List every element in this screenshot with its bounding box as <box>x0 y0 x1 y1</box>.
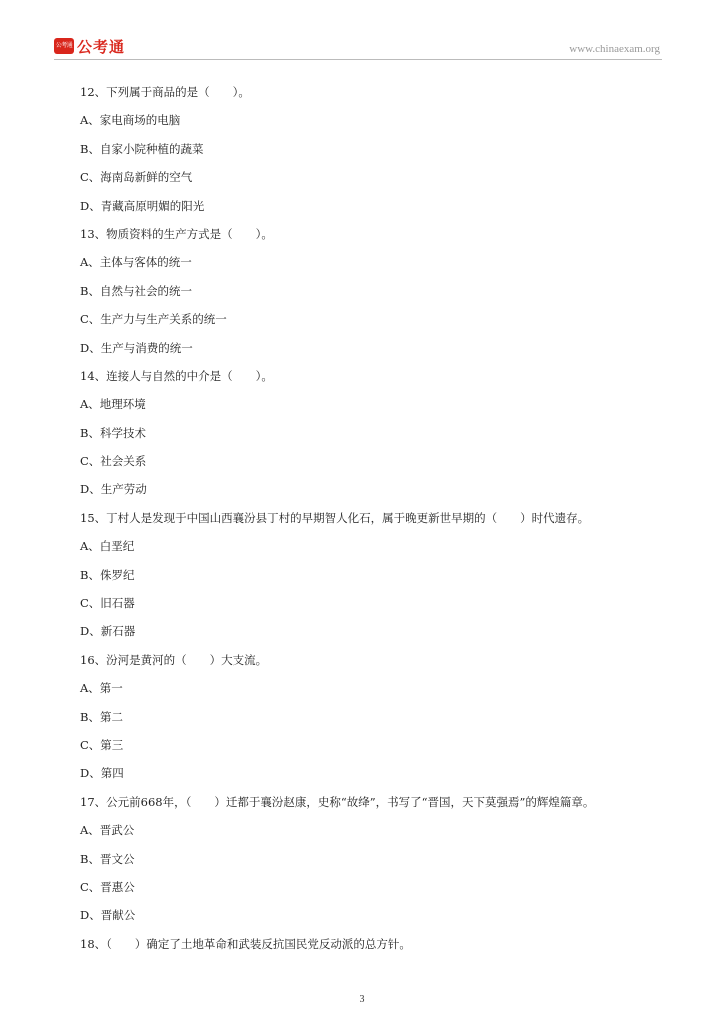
question-list <box>80 78 680 958</box>
option-b: B、自然与社会的统一 <box>80 283 192 298</box>
option-d: D、第四 <box>80 766 124 781</box>
option-b: B、侏罗纪 <box>80 567 135 582</box>
site-url: www.chinaexam.org <box>569 43 660 55</box>
option-c: C、旧石器 <box>80 596 135 611</box>
option-c: C、第三 <box>80 737 124 752</box>
option-a: A、主体与客体的统一 <box>80 255 192 270</box>
option-a: A、晋武公 <box>80 823 135 838</box>
option-d: D、生产劳动 <box>80 482 147 497</box>
question-stem: 14、连接人与自然的中介是（ ）。 <box>80 368 273 383</box>
option-b: B、第二 <box>80 709 123 724</box>
option-a: A、地理环境 <box>80 397 146 412</box>
option-c: C、海南岛新鲜的空气 <box>80 170 193 185</box>
option-d: D、青藏高原明媚的阳光 <box>80 198 205 213</box>
question-stem: 16、汾河是黄河的（ ）大支流。 <box>80 652 268 667</box>
option-c: C、生产力与生产关系的统一 <box>80 312 227 327</box>
option-a: A、白垩纪 <box>80 539 135 554</box>
option-c: C、晋惠公 <box>80 879 135 894</box>
logo-text: 公考通 <box>77 37 126 56</box>
question-stem: 18、（ ）确定了土地革命和武装反抗国民党反动派的总方针。 <box>80 936 411 951</box>
option-d: D、生产与消费的统一 <box>80 340 193 355</box>
logo <box>54 36 125 56</box>
option-b: B、晋文公 <box>80 851 135 866</box>
header-divider <box>54 59 662 60</box>
page-header <box>54 36 662 58</box>
option-b: B、自家小院种植的蔬菜 <box>80 141 204 156</box>
question-stem: 13、物质资料的生产方式是（ ）。 <box>80 226 273 241</box>
option-d: D、晋献公 <box>80 908 136 923</box>
option-b: B、科学技术 <box>80 425 146 440</box>
option-a: A、第一 <box>80 681 123 696</box>
option-d: D、新石器 <box>80 624 136 639</box>
option-c: C、社会关系 <box>80 454 147 469</box>
question-stem: 15、丁村人是发现于中国山西襄汾县丁村的早期智人化石，属于晚更新世早期的（ ）时代遗存。 <box>80 510 590 525</box>
logo-badge: 公考通 <box>54 38 74 54</box>
question-stem: 12、下列属于商品的是（ ）。 <box>80 85 250 99</box>
page-number: 3 <box>359 994 365 1005</box>
option-a: A、家电商场的电脑 <box>80 113 181 128</box>
question-stem: 17、公元前668年，（ ）迁都于襄汾赵康，史称“故绛”，书写了“晋国，天下莫强焉”的辉煌篇章。 <box>80 794 595 809</box>
